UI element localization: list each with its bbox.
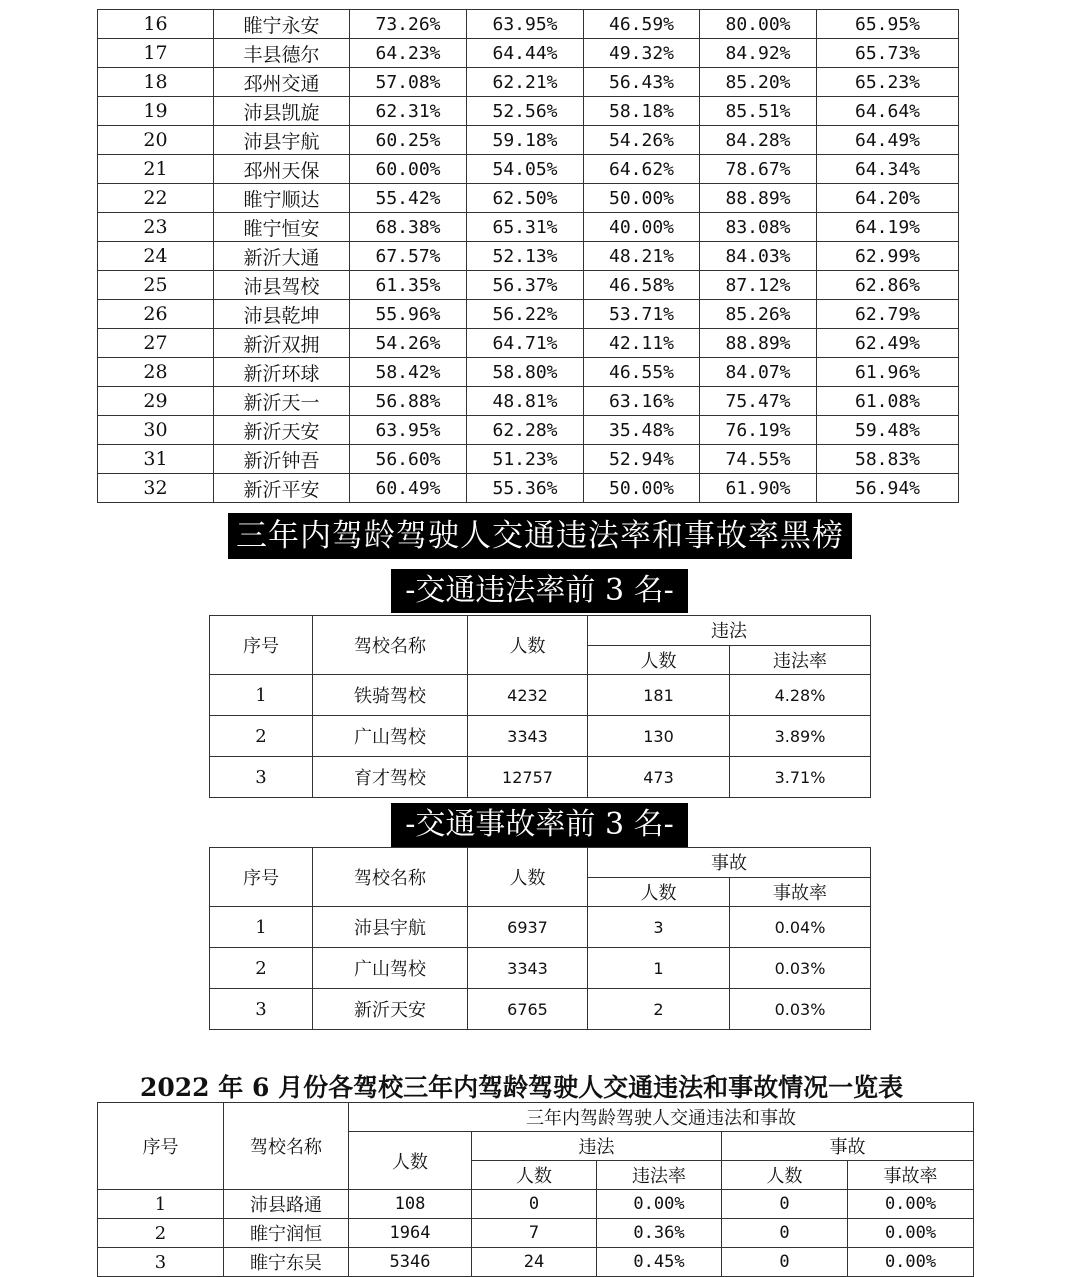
table-header-row: [210, 616, 871, 646]
table-row: [98, 97, 959, 126]
violation-count-cell: 473: [588, 757, 730, 798]
percent-cell: 84.92%: [700, 39, 817, 68]
rank-cell: 17: [98, 39, 214, 68]
sub-v-count-header: 人数: [472, 1161, 597, 1190]
percent-cell: 52.13%: [467, 242, 584, 271]
percent-cell: 58.83%: [817, 445, 959, 474]
col-school-header: 驾校名称: [313, 616, 468, 675]
violation-count-cell: 181: [588, 675, 730, 716]
table-header-row: [98, 1103, 974, 1132]
percent-cell: 56.88%: [350, 387, 467, 416]
rank-cell: 31: [98, 445, 214, 474]
school-name-cell: 新沂大通: [214, 242, 350, 271]
percent-cell: 58.80%: [467, 358, 584, 387]
col-seq-header: 序号: [210, 848, 313, 907]
seq-cell: 2: [98, 1219, 224, 1248]
percent-cell: 58.18%: [584, 97, 700, 126]
table-row: [98, 126, 959, 155]
rank-cell: 21: [98, 155, 214, 184]
sub-rate-header: 事故率: [730, 877, 871, 907]
count-cell: 6937: [468, 907, 588, 948]
table-row: [98, 1219, 974, 1248]
percent-cell: 56.94%: [817, 474, 959, 503]
rank-cell: 25: [98, 271, 214, 300]
table-row: [98, 445, 959, 474]
table-row: [210, 716, 871, 757]
percent-cell: 48.81%: [467, 387, 584, 416]
percent-cell: 65.23%: [817, 68, 959, 97]
accident-count-cell: 3: [588, 907, 730, 948]
violation-rate-cell: 0.00%: [597, 1190, 722, 1219]
school-name-cell: 新沂平安: [214, 474, 350, 503]
percent-cell: 65.73%: [817, 39, 959, 68]
school-name-cell: 广山驾校: [313, 716, 468, 757]
school-name-cell: 铁骑驾校: [313, 675, 468, 716]
percent-cell: 75.47%: [700, 387, 817, 416]
count-cell: 6765: [468, 989, 588, 1030]
seq-cell: 3: [210, 757, 313, 798]
col-count-header: 人数: [468, 616, 588, 675]
percent-cell: 87.12%: [700, 271, 817, 300]
school-name-cell: 新沂天安: [313, 989, 468, 1030]
seq-cell: 3: [98, 1248, 224, 1277]
rank-cell: 18: [98, 68, 214, 97]
seq-cell: 1: [210, 675, 313, 716]
count-cell: 108: [349, 1190, 472, 1219]
violation-group-header: 违法: [472, 1132, 722, 1161]
table-row: [98, 387, 959, 416]
percent-cell: 56.37%: [467, 271, 584, 300]
school-name-cell: 邳州交通: [214, 68, 350, 97]
percent-cell: 54.26%: [584, 126, 700, 155]
rank-cell: 27: [98, 329, 214, 358]
percent-cell: 51.23%: [467, 445, 584, 474]
school-name-cell: 睢宁东吴: [224, 1248, 349, 1277]
sub-rate-header: 违法率: [730, 645, 871, 675]
school-name-cell: 睢宁顺达: [214, 184, 350, 213]
table-row: [98, 242, 959, 271]
percent-cell: 60.49%: [350, 474, 467, 503]
percent-cell: 52.94%: [584, 445, 700, 474]
percent-cell: 61.08%: [817, 387, 959, 416]
accident-rate-cell: 0.00%: [848, 1219, 974, 1248]
count-cell: 5346: [349, 1248, 472, 1277]
percent-cell: 46.58%: [584, 271, 700, 300]
sub-count-header: 人数: [588, 877, 730, 907]
percent-cell: 76.19%: [700, 416, 817, 445]
school-name-cell: 沛县凯旋: [214, 97, 350, 126]
count-cell: 12757: [468, 757, 588, 798]
school-name-cell: 新沂天一: [214, 387, 350, 416]
table-row: [98, 184, 959, 213]
school-name-cell: 广山驾校: [313, 948, 468, 989]
school-name-cell: 沛县驾校: [214, 271, 350, 300]
percent-cell: 61.35%: [350, 271, 467, 300]
school-name-cell: 睢宁恒安: [214, 213, 350, 242]
percent-cell: 64.23%: [350, 39, 467, 68]
rank-cell: 16: [98, 10, 214, 39]
percent-cell: 60.25%: [350, 126, 467, 155]
percent-cell: 60.00%: [350, 155, 467, 184]
school-name-cell: 沛县路通: [224, 1190, 349, 1219]
accident-rate-cell: 0.00%: [848, 1248, 974, 1277]
percent-cell: 40.00%: [584, 213, 700, 242]
percent-cell: 63.95%: [467, 10, 584, 39]
table-row: [98, 1190, 974, 1219]
percent-cell: 54.26%: [350, 329, 467, 358]
percent-cell: 64.64%: [817, 97, 959, 126]
count-cell: 4232: [468, 675, 588, 716]
rank-cell: 29: [98, 387, 214, 416]
summary-title: 2022 年 6 月份各驾校三年内驾龄驾驶人交通违法和事故情况一览表: [140, 1073, 904, 1102]
percent-cell: 88.89%: [700, 329, 817, 358]
count-cell: 1964: [349, 1219, 472, 1248]
rank-cell: 28: [98, 358, 214, 387]
table-row: [98, 39, 959, 68]
seq-cell: 2: [210, 948, 313, 989]
rank-cell: 19: [98, 97, 214, 126]
violation-rate-cell: 0.36%: [597, 1219, 722, 1248]
percent-cell: 50.00%: [584, 474, 700, 503]
seq-cell: 1: [210, 907, 313, 948]
summary-table-body: [98, 1190, 974, 1277]
seq-cell: 2: [210, 716, 313, 757]
violation-rate-cell: 0.45%: [597, 1248, 722, 1277]
percent-cell: 62.86%: [817, 271, 959, 300]
sub-count-header: 人数: [588, 645, 730, 675]
accident-top3-table: [209, 847, 871, 1030]
table-row: [210, 675, 871, 716]
violation-table-body: [210, 675, 871, 798]
percent-cell: 85.51%: [700, 97, 817, 126]
school-name-cell: 沛县宇航: [214, 126, 350, 155]
percent-cell: 64.44%: [467, 39, 584, 68]
violation-count-cell: 7: [472, 1219, 597, 1248]
violation-top3-table: [209, 615, 871, 798]
school-name-cell: 新沂双拥: [214, 329, 350, 358]
table-row: [98, 416, 959, 445]
school-name-cell: 丰县德尔: [214, 39, 350, 68]
violation-group-header: 违法: [588, 616, 871, 646]
percent-cell: 62.50%: [467, 184, 584, 213]
table-row: [210, 989, 871, 1030]
percent-cell: 56.22%: [467, 300, 584, 329]
col-school-header: 驾校名称: [224, 1103, 349, 1190]
ranking-table-body: [98, 10, 959, 503]
accident-table-body: [210, 907, 871, 1030]
percent-cell: 50.00%: [584, 184, 700, 213]
violation-subtitle: -交通违法率前 3 名-: [391, 569, 688, 613]
rank-cell: 22: [98, 184, 214, 213]
percent-cell: 35.48%: [584, 416, 700, 445]
percent-cell: 73.26%: [350, 10, 467, 39]
table-row: [98, 271, 959, 300]
percent-cell: 64.34%: [817, 155, 959, 184]
percent-cell: 54.05%: [467, 155, 584, 184]
rank-cell: 23: [98, 213, 214, 242]
violation-count-cell: 130: [588, 716, 730, 757]
percent-cell: 65.95%: [817, 10, 959, 39]
percent-cell: 42.11%: [584, 329, 700, 358]
percent-cell: 56.43%: [584, 68, 700, 97]
percent-cell: 62.31%: [350, 97, 467, 126]
school-name-cell: 新沂天安: [214, 416, 350, 445]
percent-cell: 74.55%: [700, 445, 817, 474]
violation-rate-cell: 3.71%: [730, 757, 871, 798]
col-count-header: 人数: [468, 848, 588, 907]
count-cell: 3343: [468, 948, 588, 989]
table-row: [98, 329, 959, 358]
school-name-cell: 邳州天保: [214, 155, 350, 184]
table-row: [98, 10, 959, 39]
violation-rate-cell: 3.89%: [730, 716, 871, 757]
table-row: [98, 68, 959, 97]
percent-cell: 68.38%: [350, 213, 467, 242]
percent-cell: 55.96%: [350, 300, 467, 329]
percent-cell: 62.49%: [817, 329, 959, 358]
school-name-cell: 沛县乾坤: [214, 300, 350, 329]
percent-cell: 62.99%: [817, 242, 959, 271]
percent-cell: 62.21%: [467, 68, 584, 97]
percent-cell: 88.89%: [700, 184, 817, 213]
school-name-cell: 育才驾校: [313, 757, 468, 798]
percent-cell: 46.59%: [584, 10, 700, 39]
table-header-row: [210, 848, 871, 878]
sub-a-rate-header: 事故率: [848, 1161, 974, 1190]
school-name-cell: 睢宁永安: [214, 10, 350, 39]
accident-rate-cell: 0.00%: [848, 1190, 974, 1219]
accident-count-cell: 0: [722, 1248, 848, 1277]
violation-rate-cell: 4.28%: [730, 675, 871, 716]
rank-cell: 26: [98, 300, 214, 329]
table-row: [98, 155, 959, 184]
blacklist-title: 三年内驾龄驾驶人交通违法率和事故率黑榜: [228, 513, 852, 559]
percent-cell: 64.19%: [817, 213, 959, 242]
summary-table: [97, 1102, 974, 1277]
school-name-cell: 新沂环球: [214, 358, 350, 387]
percent-cell: 65.31%: [467, 213, 584, 242]
percent-cell: 48.21%: [584, 242, 700, 271]
accident-count-cell: 1: [588, 948, 730, 989]
percent-cell: 59.48%: [817, 416, 959, 445]
table-row: [98, 474, 959, 503]
percent-cell: 55.42%: [350, 184, 467, 213]
percent-cell: 62.28%: [467, 416, 584, 445]
ranking-table: [97, 9, 959, 503]
rank-cell: 32: [98, 474, 214, 503]
col-school-header: 驾校名称: [313, 848, 468, 907]
percent-cell: 57.08%: [350, 68, 467, 97]
percent-cell: 64.49%: [817, 126, 959, 155]
rank-cell: 24: [98, 242, 214, 271]
accident-rate-cell: 0.03%: [730, 989, 871, 1030]
col-seq-header: 序号: [210, 616, 313, 675]
percent-cell: 52.56%: [467, 97, 584, 126]
accident-group-header: 事故: [722, 1132, 974, 1161]
percent-cell: 80.00%: [700, 10, 817, 39]
sub-v-rate-header: 违法率: [597, 1161, 722, 1190]
percent-cell: 64.71%: [467, 329, 584, 358]
percent-cell: 63.16%: [584, 387, 700, 416]
percent-cell: 62.79%: [817, 300, 959, 329]
accident-group-header: 事故: [588, 848, 871, 878]
seq-cell: 1: [98, 1190, 224, 1219]
percent-cell: 67.57%: [350, 242, 467, 271]
percent-cell: 83.08%: [700, 213, 817, 242]
table-row: [98, 358, 959, 387]
col-count-header: 人数: [349, 1132, 472, 1190]
school-name-cell: 沛县宇航: [313, 907, 468, 948]
percent-cell: 61.90%: [700, 474, 817, 503]
sub-a-count-header: 人数: [722, 1161, 848, 1190]
percent-cell: 63.95%: [350, 416, 467, 445]
percent-cell: 84.07%: [700, 358, 817, 387]
percent-cell: 55.36%: [467, 474, 584, 503]
col-seq-header: 序号: [98, 1103, 224, 1190]
accident-subtitle: -交通事故率前 3 名-: [391, 803, 688, 847]
school-name-cell: 睢宁润恒: [224, 1219, 349, 1248]
percent-cell: 64.20%: [817, 184, 959, 213]
count-cell: 3343: [468, 716, 588, 757]
rank-cell: 30: [98, 416, 214, 445]
table-row: [210, 907, 871, 948]
table-row: [98, 213, 959, 242]
seq-cell: 3: [210, 989, 313, 1030]
super-header: 三年内驾龄驾驶人交通违法和事故: [349, 1103, 974, 1132]
percent-cell: 85.20%: [700, 68, 817, 97]
percent-cell: 78.67%: [700, 155, 817, 184]
percent-cell: 85.26%: [700, 300, 817, 329]
percent-cell: 56.60%: [350, 445, 467, 474]
school-name-cell: 新沂钟吾: [214, 445, 350, 474]
percent-cell: 61.96%: [817, 358, 959, 387]
table-row: [98, 1248, 974, 1277]
accident-count-cell: 0: [722, 1190, 848, 1219]
table-row: [98, 300, 959, 329]
rank-cell: 20: [98, 126, 214, 155]
percent-cell: 46.55%: [584, 358, 700, 387]
table-row: [210, 948, 871, 989]
accident-count-cell: 0: [722, 1219, 848, 1248]
percent-cell: 49.32%: [584, 39, 700, 68]
accident-rate-cell: 0.03%: [730, 948, 871, 989]
percent-cell: 59.18%: [467, 126, 584, 155]
percent-cell: 84.03%: [700, 242, 817, 271]
violation-count-cell: 0: [472, 1190, 597, 1219]
accident-count-cell: 2: [588, 989, 730, 1030]
accident-rate-cell: 0.04%: [730, 907, 871, 948]
percent-cell: 84.28%: [700, 126, 817, 155]
violation-count-cell: 24: [472, 1248, 597, 1277]
table-row: [210, 757, 871, 798]
percent-cell: 53.71%: [584, 300, 700, 329]
percent-cell: 64.62%: [584, 155, 700, 184]
percent-cell: 58.42%: [350, 358, 467, 387]
